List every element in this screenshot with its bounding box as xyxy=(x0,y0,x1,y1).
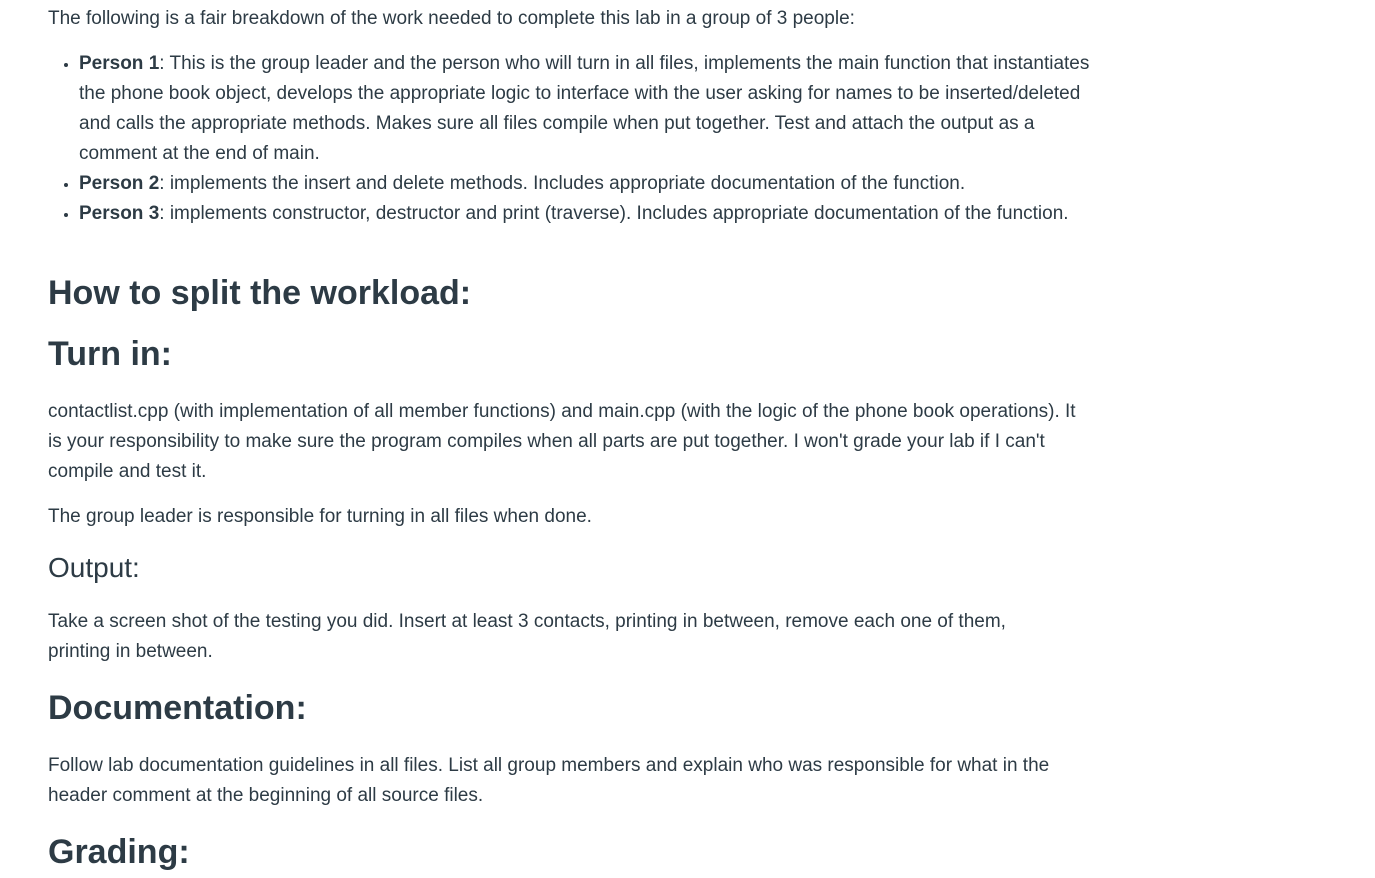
list-item-person-2 xyxy=(79,169,1098,199)
person-task: : implements constructor, destructor and print (traverse). Includes appropriate documentation of the function. xyxy=(159,203,1069,224)
turn-in-files-paragraph: contactlist.cpp (with implementation of all member functions) and main.cpp (with the logic of the phone book operations). It is your responsibility to make sure the program compiles when all parts are put together. I won't grade your lab if I can't compile and test it. xyxy=(48,401,1076,482)
person-name: Person 1 xyxy=(79,53,160,74)
list-item-person-3 xyxy=(79,199,1098,229)
documentation-paragraph: Follow lab documentation guidelines in all files. List all group members and explain who was responsible for what in the header comment at the beginning of all source files. xyxy=(48,755,1050,806)
work-breakdown-list xyxy=(48,49,1098,229)
person-task: : This is the group leader and the person who will turn in all files, implements the main function that instantiates the phone book object, develops the appropriate logic to interface with the user asking for names to be inserted/deleted and calls the appropriate methods. Makes sure all files compile when put together. Test and attach the output as a comment at the end of main. xyxy=(79,53,1090,164)
heading-documentation: Documentation: xyxy=(48,689,307,727)
list-item-person-1 xyxy=(79,49,1098,169)
person-name: Person 2 xyxy=(79,173,160,194)
heading-grading: Grading: xyxy=(48,833,190,871)
intro-paragraph: The following is a fair breakdown of the work needed to complete this lab in a group of 3 people: xyxy=(48,8,855,29)
output-paragraph: Take a screen shot of the testing you did. Insert at least 3 contacts, printing in between, remove each one of them, printing in between. xyxy=(48,611,1006,662)
turn-in-leader-paragraph: The group leader is responsible for turning in all files when done. xyxy=(48,506,592,527)
heading-workload: How to split the workload: xyxy=(48,274,472,312)
person-task: : implements the insert and delete methods. Includes appropriate documentation of the function. xyxy=(159,173,966,194)
heading-turn-in: Turn in: xyxy=(48,335,172,373)
person-name: Person 3 xyxy=(79,203,160,224)
heading-output: Output: xyxy=(48,552,140,583)
